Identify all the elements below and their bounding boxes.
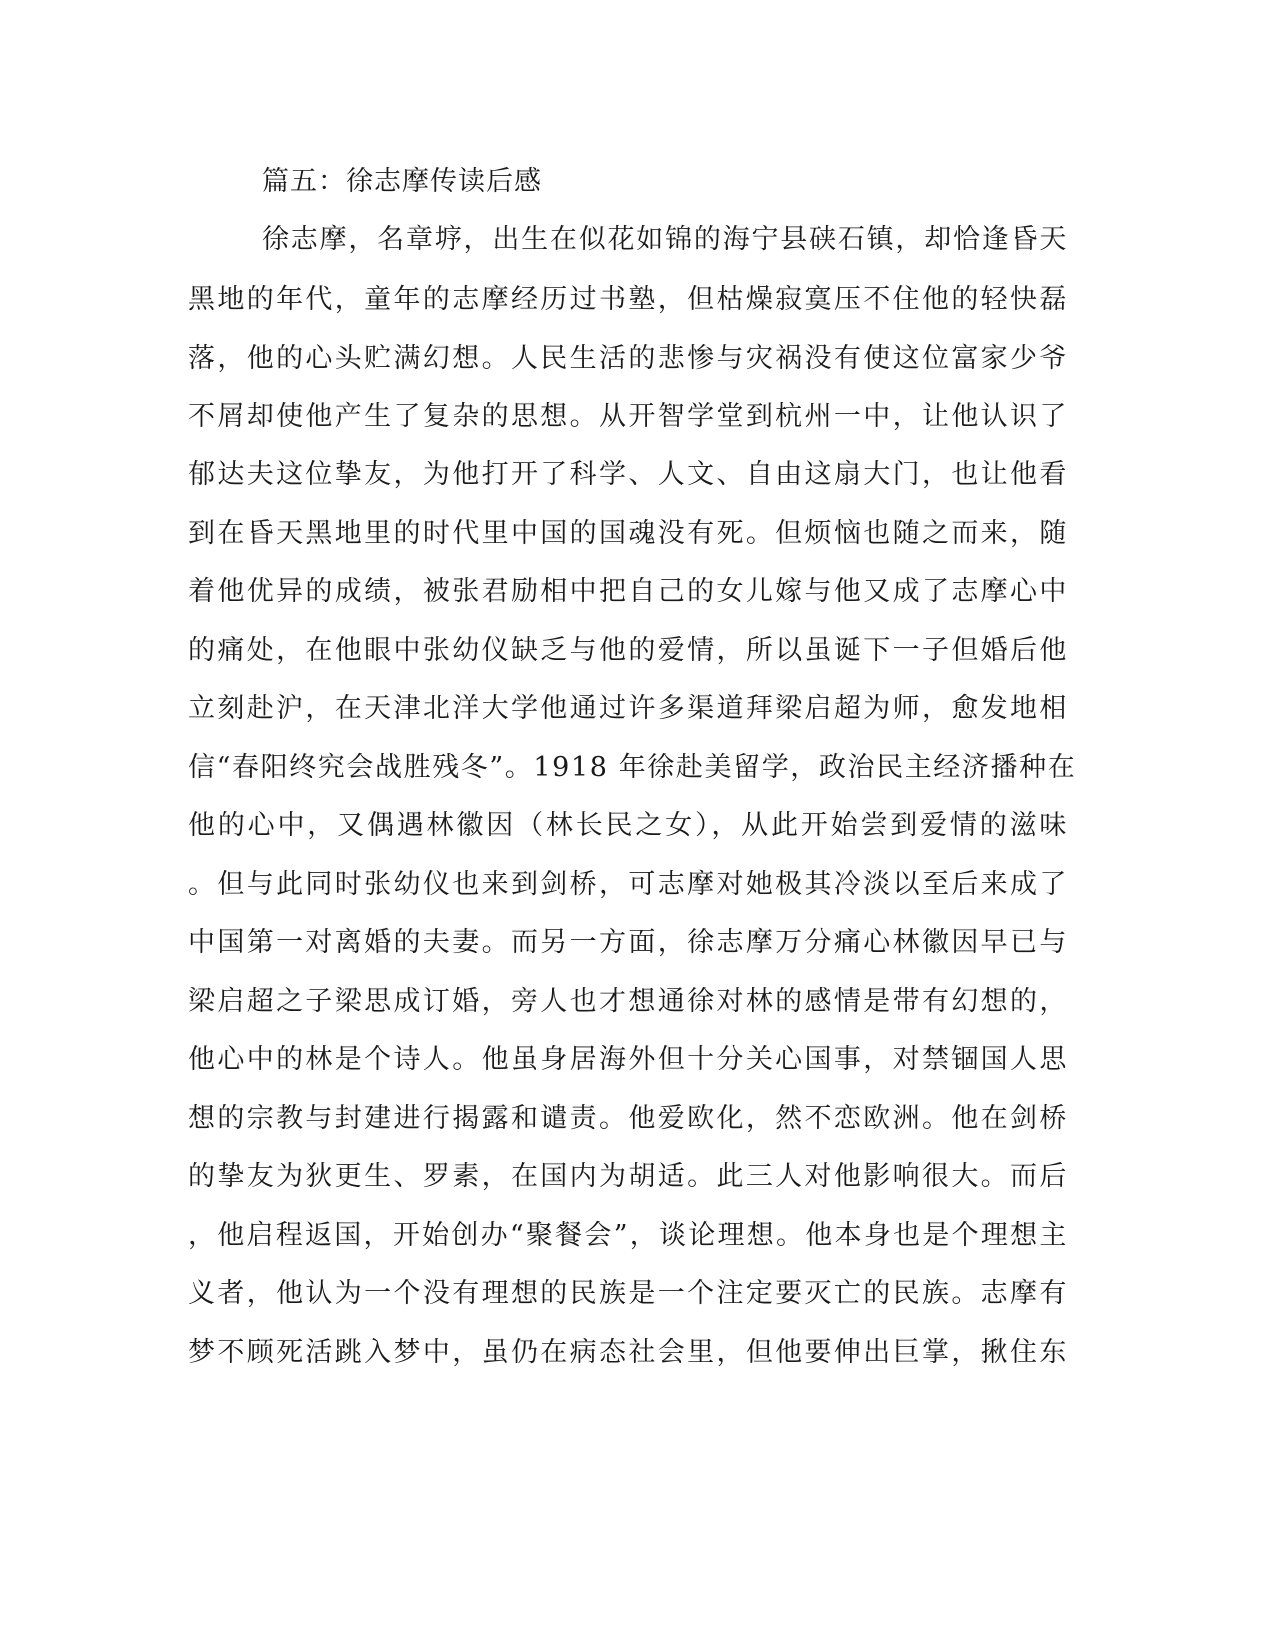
paragraph-line: 义者，他认为一个没有理想的民族是一个注定要灭亡的民族。志摩有: [188, 1278, 1068, 1309]
paragraph-line: 梦不顾死活跳入梦中，虽仍在病态社会里，但他要伸出巨掌，揪住东: [188, 1337, 1068, 1368]
paragraph-line: 他心中的林是个诗人。他虽身居海外但十分关心国事，对禁锢国人思: [188, 1044, 1068, 1075]
paragraph-line: 落，他的心头贮满幻想。人民生活的悲惨与灾祸没有使这位富家少爷: [188, 343, 1068, 374]
paragraph-line: 梁启超之子梁思成订婚，旁人也才想通徐对林的感情是带有幻想的，: [188, 986, 1068, 1017]
paragraph-line: ，他启程返国，开始创办“聚餐会”，谈论理想。他本身也是个理想主: [188, 1220, 1068, 1251]
paragraph-line: 的痛处，在他眼中张幼仪缺乏与他的爱情，所以虽诞下一子但婚后他: [188, 635, 1068, 666]
paragraph-line: 郁达夫这位挚友，为他打开了科学、人文、自由这扇大门，也让他看: [188, 459, 1068, 490]
document-title: 篇五：徐志摩传读后感: [262, 166, 542, 197]
paragraph-line: 信“春阳终究会战胜残冬”。1918 年徐赴美留学，政治民主经济播种在: [188, 752, 1077, 783]
paragraph-line: 到在昏天黑地里的时代里中国的国魂没有死。但烦恼也随之而来，随: [188, 518, 1068, 549]
paragraph-line: 着他优异的成绩，被张君励相中把自己的女儿嫁与他又成了志摩心中: [188, 576, 1068, 607]
paragraph-line: 中国第一对离婚的夫妻。而另一方面，徐志摩万分痛心林徽因早已与: [188, 927, 1068, 958]
paragraph-line: 的挚友为狄更生、罗素，在国内为胡适。此三人对他影响很大。而后: [188, 1161, 1068, 1192]
paragraph-line: 徐志摩，名章垿，出生在似花如锦的海宁县硖石镇，却恰逢昏天: [262, 224, 1068, 255]
paragraph-line: 不屑却使他产生了复杂的思想。从开智学堂到杭州一中，让他认识了: [188, 401, 1068, 432]
paragraph-line: 他的心中，又偶遇林徽因（林长民之女），从此开始尝到爱情的滋味: [188, 810, 1068, 841]
paragraph-line: 。但与此同时张幼仪也来到剑桥，可志摩对她极其冷淡以至后来成了: [188, 869, 1068, 900]
paragraph-line: 立刻赴沪，在天津北洋大学他通过许多渠道拜梁启超为师，愈发地相: [188, 693, 1068, 724]
paragraph-line: 想的宗教与封建进行揭露和谴责。他爱欧化，然不恋欧洲。他在剑桥: [188, 1103, 1068, 1134]
paragraph-line: 黑地的年代，童年的志摩经历过书塾，但枯燥寂寞压不住他的轻快磊: [188, 284, 1068, 315]
